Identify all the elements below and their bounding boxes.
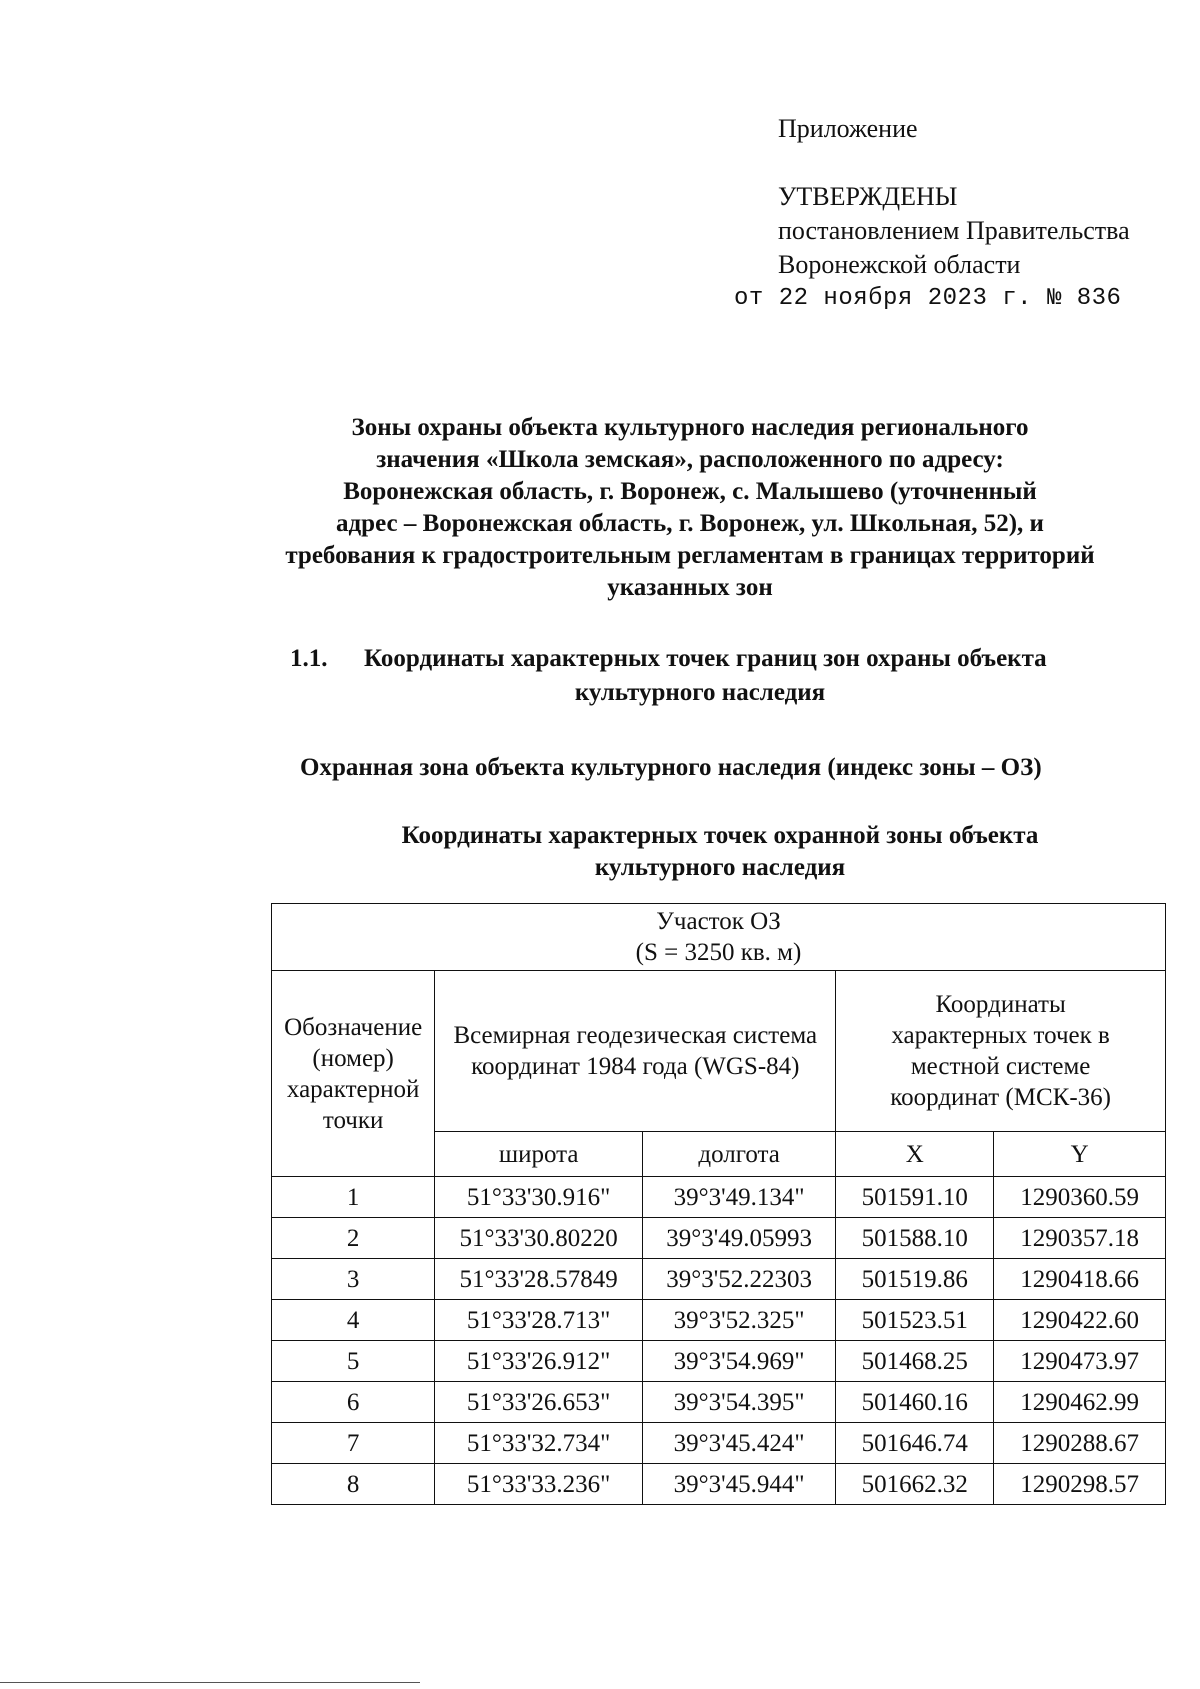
plot-name: Участок ОЗ [656, 908, 781, 935]
point-number: 4 [272, 1300, 435, 1341]
y-cell: 1290298.57 [994, 1464, 1166, 1505]
longitude-cell: 39°3'49.05993 [643, 1218, 836, 1259]
x-cell: 501591.10 [836, 1177, 994, 1218]
title-line: Воронежская область, г. Воронеж, с. Малышево (уточненный [343, 478, 1037, 505]
subheader-latitude: широта [435, 1132, 643, 1177]
x-cell: 501662.32 [836, 1464, 994, 1505]
longitude-cell: 39°3'45.424" [643, 1423, 836, 1464]
table-row [272, 1218, 1166, 1259]
point-number: 8 [272, 1464, 435, 1505]
point-number: 6 [272, 1382, 435, 1423]
zone-title: Охранная зона объекта культурного наследия (индекс зоны – ОЗ) [300, 754, 1042, 781]
latitude-cell: 51°33'32.734" [435, 1423, 643, 1464]
y-cell: 1290462.99 [994, 1382, 1166, 1423]
table-row [272, 1464, 1166, 1505]
column-header-wgs84: Всемирная геодезическая система координат 1984 года (WGS-84) [435, 971, 836, 1132]
point-number: 7 [272, 1423, 435, 1464]
x-cell: 501468.25 [836, 1341, 994, 1382]
title-line: значения «Школа земская», расположенного по адресу: [376, 446, 1004, 473]
section-heading [290, 642, 1170, 710]
latitude-cell: 51°33'26.653" [435, 1382, 643, 1423]
point-number: 2 [272, 1218, 435, 1259]
point-number: 1 [272, 1177, 435, 1218]
coordinates-table [271, 903, 1166, 1505]
longitude-cell: 39°3'54.395" [643, 1382, 836, 1423]
table-row [272, 1423, 1166, 1464]
x-cell: 501460.16 [836, 1382, 994, 1423]
x-cell: 501523.51 [836, 1300, 994, 1341]
table-row [272, 1177, 1166, 1218]
table-row [272, 1382, 1166, 1423]
section-number: 1.1. [290, 645, 328, 672]
point-number: 5 [272, 1341, 435, 1382]
latitude-cell: 51°33'26.912" [435, 1341, 643, 1382]
longitude-cell: 39°3'52.22303 [643, 1259, 836, 1300]
decree-date-number: от 22 ноября 2023 г. № 836 [734, 285, 1122, 312]
table-title-line-2: культурного наследия [594, 854, 846, 881]
approval-line-2: Воронежской области [778, 250, 1021, 279]
column-header-msk36: Координаты характерных точек в местной системе координат (МСК-36) [836, 971, 1166, 1132]
longitude-cell: 39°3'45.944" [643, 1464, 836, 1505]
table-row [272, 1300, 1166, 1341]
plot-area: (S = 3250 кв. м) [635, 939, 802, 966]
column-header-point: Обозначение (номер) характерной точки [272, 971, 435, 1177]
latitude-cell: 51°33'30.916" [435, 1177, 643, 1218]
title-line: адрес – Воронежская область, г. Воронеж, ул. Школьная, 52), и [336, 510, 1044, 537]
latitude-cell: 51°33'30.80220 [435, 1218, 643, 1259]
subheader-y: Y [994, 1132, 1166, 1177]
appendix-label: Приложение [778, 114, 918, 143]
page-bottom-rule [0, 1682, 420, 1683]
x-cell: 501519.86 [836, 1259, 994, 1300]
approval-block [734, 112, 1130, 316]
longitude-cell: 39°3'52.325" [643, 1300, 836, 1341]
y-cell: 1290288.67 [994, 1423, 1166, 1464]
plot-header [272, 904, 1166, 971]
document-title [200, 412, 1180, 604]
point-number: 3 [272, 1259, 435, 1300]
longitude-cell: 39°3'49.134" [643, 1177, 836, 1218]
approval-line-1: постановлением Правительства [778, 216, 1130, 245]
y-cell: 1290473.97 [994, 1341, 1166, 1382]
title-line: указанных зон [607, 574, 773, 601]
subheader-longitude: долгота [643, 1132, 836, 1177]
section-title-line-2: культурного наследия [574, 679, 826, 706]
x-cell: 501588.10 [836, 1218, 994, 1259]
y-cell: 1290357.18 [994, 1218, 1166, 1259]
table-row [272, 1341, 1166, 1382]
latitude-cell: 51°33'33.236" [435, 1464, 643, 1505]
table-title-line-1: Координаты характерных точек охранной зоны объекта [401, 822, 1039, 849]
section-title-line-1: Координаты характерных точек границ зон охраны объекта [364, 645, 1047, 672]
table-row [272, 1259, 1166, 1300]
title-line: Зоны охраны объекта культурного наследия регионального [351, 414, 1029, 441]
x-cell: 501646.74 [836, 1423, 994, 1464]
y-cell: 1290418.66 [994, 1259, 1166, 1300]
latitude-cell: 51°33'28.713" [435, 1300, 643, 1341]
subheader-x: X [836, 1132, 994, 1177]
y-cell: 1290360.59 [994, 1177, 1166, 1218]
title-line: требования к градостроительным регламентам в границах территорий [285, 542, 1095, 569]
y-cell: 1290422.60 [994, 1300, 1166, 1341]
longitude-cell: 39°3'54.969" [643, 1341, 836, 1382]
approved-label: УТВЕРЖДЕНЫ [778, 182, 958, 211]
latitude-cell: 51°33'28.57849 [435, 1259, 643, 1300]
table-title [330, 820, 1110, 884]
